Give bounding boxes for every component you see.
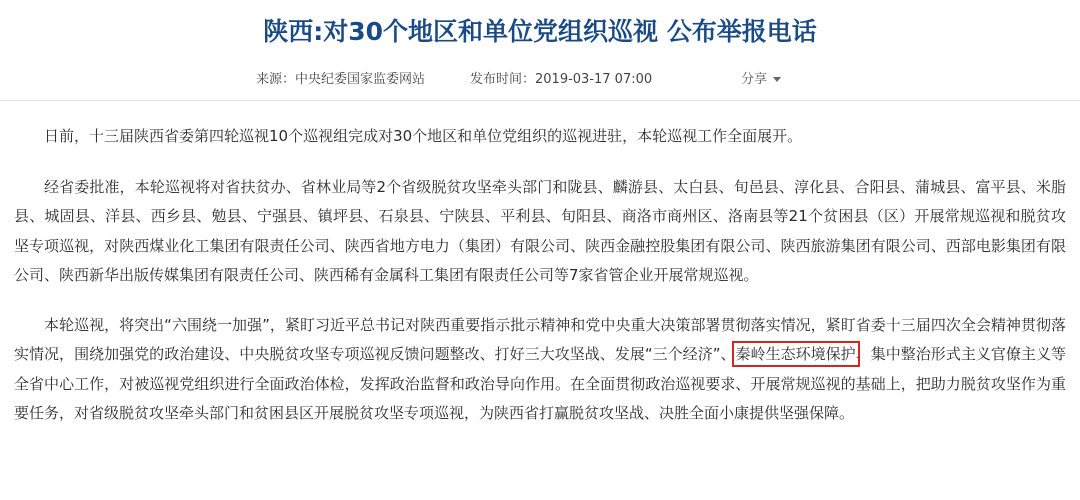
paragraph-3-part-2: 、集中整治形式主义官僚主义等全省中心工作，对被巡视党组织进行全面政治体检，发挥政治监督和政治导向作用。在全面贯彻政治巡视要求、开展常规巡视的基础上，把助力脱贫攻坚作为重要任务，对省级脱贫攻坚牵头部门和贫困县区开展脱贫攻坚专项巡视，为陕西省打赢脱贫攻坚战、决胜全面小康提供坚强保障。 <box>14 345 1066 422</box>
paragraph-3-part-1: 本轮巡视，将突出“六围绕一加强”，紧盯习近平总书记对陕西重要指示批示精神和党中央重大决策部署贯彻落实情况，紧盯省委十三届四次全会精神贯彻落实情况，围绕加强党的政治建设、中央脱贫攻坚专项巡视反馈问题整改、打好三大攻坚战、发展“三个经济”、 <box>14 315 1066 363</box>
paragraph-1: 日前，十三届陕西省委第四轮巡视10个巡视组完成对30个地区和单位党组织的巡视进驻，本轮巡视工作全面展开。 <box>44 127 803 145</box>
source-label: 来源：中央纪委国家监委网站 <box>256 72 426 87</box>
share-label: 分享 <box>741 72 768 87</box>
article-body <box>14 122 1066 447</box>
paragraph-2: 经省委批准，本轮巡视将对省扶贫办、省林业局等2个省级脱贫攻坚牵头部门和陇县、麟游县、太白县、旬邑县、淳化县、合阳县、蒲城县、富平县、米脂县、城固县、洋县、西乡县、勉县、宁强县、镇坪县、石泉县、宁陕县、平利县、旬阳县、商洛市商州区、洛南县等21个贫困县（区）开展常规巡视和脱贫攻坚专项巡视，对陕西煤业化工集团有限责任公司、陕西省地方电力（集团）有限公司、陕西金融控股集团有限公司、陕西旅游集团有限公司、西部电影集团有限公司、陕西新华出版传媒集团有限责任公司、陕西稀有金属科工集团有限责任公司等7家省管企业开展常规巡视。 <box>14 177 1066 284</box>
share-button[interactable] <box>741 68 781 92</box>
article-meta <box>0 68 1080 92</box>
paragraph-3 <box>14 311 1066 429</box>
highlighted-phrase: 秦岭生态环境保护 <box>735 345 856 363</box>
article-title: 陕西:对30个地区和单位党组织巡视 公布举报电话 <box>263 17 817 46</box>
header-divider <box>0 100 1080 101</box>
publish-time: 发布时间：2019-03-17 07:00 <box>470 72 653 87</box>
chevron-down-icon <box>773 77 781 82</box>
